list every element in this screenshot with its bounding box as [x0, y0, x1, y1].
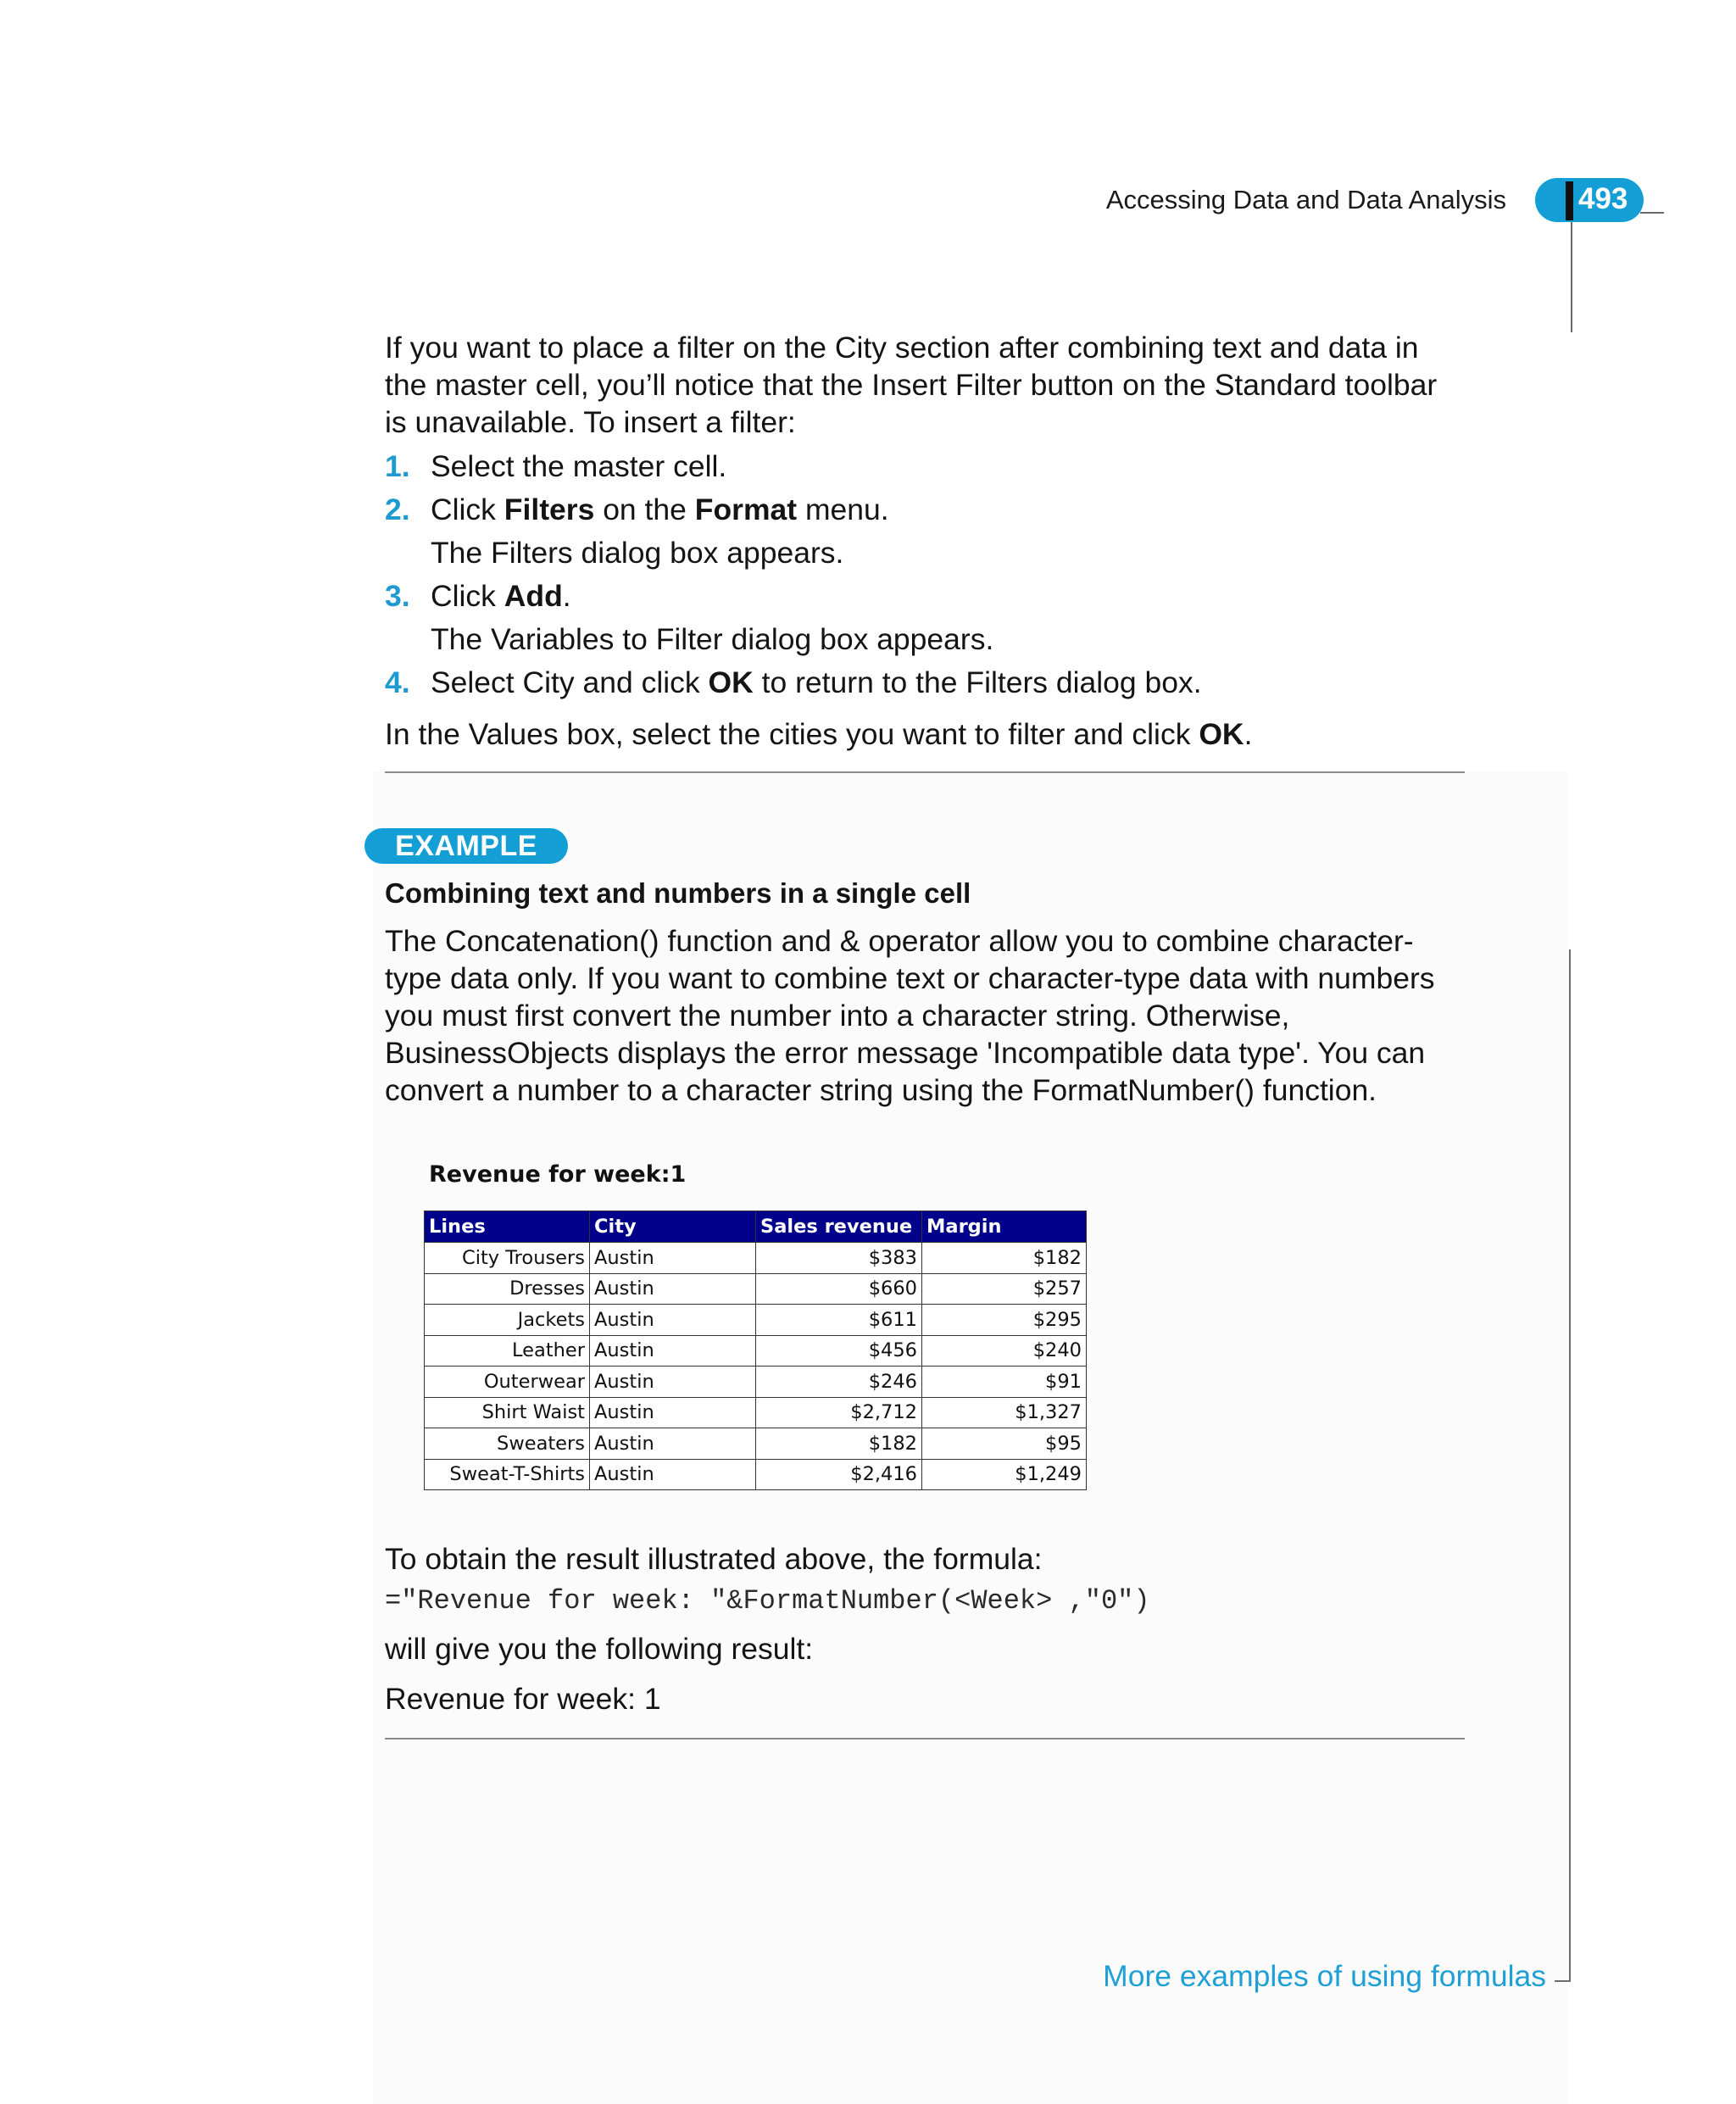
table-row [425, 1335, 1087, 1366]
cell-margin: $1,327 [922, 1397, 1087, 1428]
step-4 [385, 664, 1466, 707]
page-number: 493 [1578, 182, 1628, 215]
table-row [425, 1459, 1087, 1490]
cell-city: Austin [590, 1397, 756, 1428]
step-note: The Filters dialog box appears. [431, 536, 844, 570]
example-title: Combining text and numbers in a single cell [385, 877, 971, 909]
margin-rule-upper [1571, 222, 1572, 332]
result-text: Revenue for week: 1 [385, 1682, 661, 1716]
cell-sales-revenue: $2,712 [756, 1397, 922, 1428]
cell-city: Austin [590, 1305, 756, 1336]
page-number-bar [1566, 181, 1573, 220]
cell-margin: $182 [922, 1243, 1087, 1274]
step-text: Select City and click OK to return to the Filters dialog box. [431, 665, 1202, 699]
column-header: Lines [425, 1211, 590, 1243]
cell-margin: $257 [922, 1273, 1087, 1305]
report-title: Revenue for week:1 [429, 1161, 687, 1188]
cell-sales-revenue: $182 [756, 1428, 922, 1460]
intro-paragraph: If you want to place a filter on the City section after combining text and data in the master cell, you’ll notice that the Insert Filter button on the Standard toolbar is unavailable. To insert a filter: [385, 331, 1438, 439]
cell-city: Austin [590, 1428, 756, 1460]
cell-city: Austin [590, 1459, 756, 1490]
values-instruction: In the Values box, select the cities you want to filter and click OK. [385, 717, 1253, 751]
step-3 [385, 577, 1466, 621]
cell-margin: $1,249 [922, 1459, 1087, 1490]
cell-city: Austin [590, 1335, 756, 1366]
header-tick-rule [1640, 212, 1664, 214]
cell-sales-revenue: $456 [756, 1335, 922, 1366]
cell-lines: Sweat-T-Shirts [425, 1459, 590, 1490]
table-row [425, 1273, 1087, 1305]
steps-list [385, 448, 1466, 707]
section-divider [385, 771, 1465, 773]
report-table [424, 1211, 1087, 1490]
footer-section-title: More examples of using formulas [1103, 1959, 1546, 1993]
column-header: Sales revenue [756, 1211, 922, 1243]
footer-tick-rule [1555, 1980, 1571, 1982]
cell-margin: $240 [922, 1335, 1087, 1366]
cell-sales-revenue: $611 [756, 1305, 922, 1336]
table-row [425, 1243, 1087, 1274]
cell-lines: Outerwear [425, 1366, 590, 1398]
step-1 [385, 448, 1466, 491]
cell-lines: Dresses [425, 1273, 590, 1305]
cell-lines: Leather [425, 1335, 590, 1366]
report-header-row [425, 1211, 1087, 1243]
cell-city: Austin [590, 1273, 756, 1305]
step-text: Click Add. [431, 579, 571, 613]
step-note: The Variables to Filter dialog box appears. [431, 622, 994, 656]
step-text: Select the master cell. [431, 449, 727, 483]
step-2-note [385, 534, 1466, 577]
cell-lines: Shirt Waist [425, 1397, 590, 1428]
table-row [425, 1366, 1087, 1398]
cell-lines: Sweaters [425, 1428, 590, 1460]
step-number: 2. [385, 493, 410, 526]
cell-sales-revenue: $246 [756, 1366, 922, 1398]
column-header: City [590, 1211, 756, 1243]
example-paragraph: The Concatenation() function and & operator allow you to combine character-type data only. If you want to combine text or character-type data with numbers you must first convert the number into a character string. Otherwise, BusinessObjects displays the error message 'Incompatible data type'. You can convert a number to a character string using the FormatNumber() function. [385, 924, 1435, 1107]
step-number: 1. [385, 449, 410, 483]
margin-rule-lower [1569, 949, 1571, 1982]
cell-lines: City Trousers [425, 1243, 590, 1274]
cell-city: Austin [590, 1366, 756, 1398]
cell-sales-revenue: $383 [756, 1243, 922, 1274]
cell-sales-revenue: $660 [756, 1273, 922, 1305]
cell-lines: Jackets [425, 1305, 590, 1336]
table-row [425, 1397, 1087, 1428]
cell-margin: $295 [922, 1305, 1087, 1336]
example-badge: EXAMPLE [364, 828, 568, 864]
formula-lead: To obtain the result illustrated above, the formula: [385, 1542, 1043, 1576]
result-lead: will give you the following result: [385, 1632, 814, 1666]
column-header: Margin [922, 1211, 1087, 1243]
section-divider [385, 1738, 1465, 1739]
formula-code: ="Revenue for week: "&FormatNumber(<Week> ,"0") [385, 1585, 1150, 1617]
step-text: Click Filters on the Format menu. [431, 493, 889, 526]
cell-margin: $91 [922, 1366, 1087, 1398]
cell-margin: $95 [922, 1428, 1087, 1460]
step-number: 3. [385, 579, 410, 613]
table-row [425, 1428, 1087, 1460]
cell-city: Austin [590, 1243, 756, 1274]
step-number: 4. [385, 665, 410, 699]
step-3-note [385, 621, 1466, 664]
running-head: Accessing Data and Data Analysis [1105, 185, 1506, 214]
step-2 [385, 491, 1466, 534]
table-row [425, 1305, 1087, 1336]
cell-sales-revenue: $2,416 [756, 1459, 922, 1490]
